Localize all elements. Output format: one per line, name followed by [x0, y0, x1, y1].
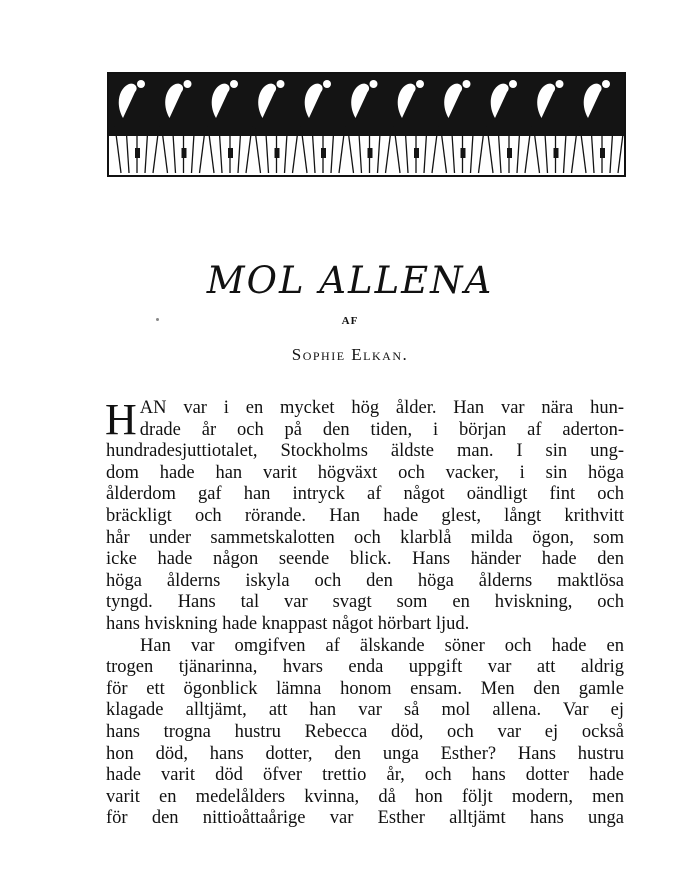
page-title: MOL ALLENA [206, 259, 494, 302]
text-line: Han var omgifven af älskande söner och hade en [140, 635, 624, 656]
text-line: hår under sammetskalotten och klarblå milda ögon, som [106, 527, 624, 548]
decorative-ornament-band [107, 72, 626, 177]
text-line: höga ålderns iskyla och den höga ålderns maktlösa [106, 570, 624, 591]
text-line: icke hade någon seende blick. Hans händer hade den [106, 549, 624, 570]
text-line: hon död, hans dotter, den unga Esther? Hans hustru [106, 743, 624, 764]
text-line: hans hviskning hade knappast något hörbart ljud. [106, 613, 470, 634]
paragraph-2 [106, 636, 624, 830]
text-line: drade år och på den tiden, i början af aderton- [139, 419, 624, 440]
text-line: dom hade han varit högväxt och vacker, i sin höga [106, 462, 624, 483]
text-line: trogen tjänarinna, hvars enda uppgift var att aldrig [106, 657, 624, 678]
drop-cap: H [105, 395, 137, 444]
text-line: varit en medelålders kvinna, då hon följt modern, men [106, 786, 624, 807]
text-line: för ett ögonblick lämna honom ensam. Men den gamle [106, 678, 624, 699]
text-line: tyngd. Hans tal var svagt som en hviskning, och [106, 592, 624, 613]
paragraph-1 [105, 395, 624, 636]
text-line: klagade alltjämt, att han var så mol allena. Var ej [106, 700, 624, 721]
text-line: hundradesjuttiotalet, Stockholms äldste man. I sin ung- [106, 441, 624, 462]
text-line: för den nittioåttaårige var Esther alltjämt hans unga [106, 808, 624, 829]
body-text [105, 395, 624, 830]
text-line: ålderdom gaf han intryck af något oändligt fint och [106, 484, 624, 505]
text-line: hans trogna hustru Rebecca död, och var ej också [106, 721, 624, 742]
byline: AF [341, 315, 359, 327]
leaf-pattern-icon [109, 74, 624, 175]
text-line: bräckligt och rörande. Han hade glest, långt krithvitt [106, 505, 624, 526]
text-line: hade varit död öfver trettio år, och hans dotter hade [106, 765, 624, 786]
author-name: Sophie Elkan. [291, 345, 409, 364]
text-line: AN var i en mycket hög ålder. Han var nära hun- [139, 398, 624, 418]
